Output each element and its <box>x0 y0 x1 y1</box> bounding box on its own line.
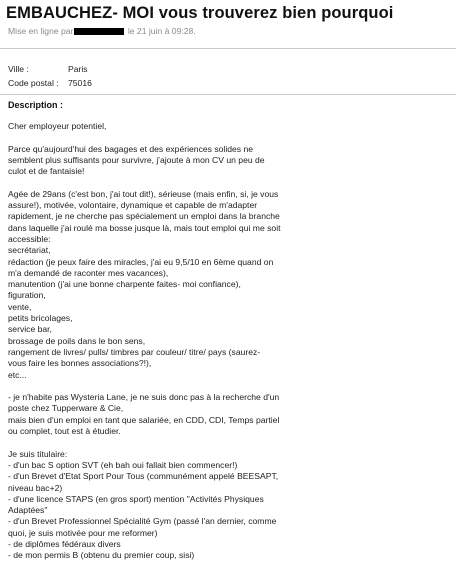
description-line: Parce qu'aujourd'hui des bagages et des expériences solides ne <box>8 143 254 154</box>
paragraph-gap <box>8 132 328 143</box>
postal-code-label: Code postal : <box>8 78 59 88</box>
description-line: - d'un Brevet Professionnel Spécialité Gym (passé l'an dernier, comme <box>8 516 277 527</box>
description-label: Description : <box>8 100 64 110</box>
postal-code-row <box>8 78 92 88</box>
description-line: - je n'habite pas Wysteria Lane, je ne suis donc pas à la recherche d'un <box>8 392 280 403</box>
city-value: Paris <box>68 64 88 74</box>
description-line: - d'un Brevet d'Etat Sport Pour Tous (communément appelé BEESAPT, <box>8 471 279 482</box>
description-line: figuration, <box>8 290 46 301</box>
description-line: accessible: <box>8 233 51 244</box>
description-line: vente, <box>8 301 32 312</box>
description-line: Agée de 29ans (c'est bon, j'ai tout dit!), sérieuse (mais enfin, si, je vous <box>8 188 279 199</box>
description-line: etc... <box>8 369 27 380</box>
description-line: service bar, <box>8 324 52 335</box>
description-line: ou complet, tout est à étudier. <box>8 426 121 437</box>
description-line: - d'un bac S option SVT (eh bah oui fallait bien commencer!) <box>8 459 238 470</box>
description-line: mais bien d'un emploi en tant que salariée, en CDD, CDI, Temps partiel <box>8 414 280 425</box>
divider-top <box>0 48 456 49</box>
description-line: dans laquelle j'ai roulé ma bosse jusque là, mais tout emploi qui me soit <box>8 222 281 233</box>
city-label: Ville : <box>8 64 29 74</box>
description-line: semblent plus suffisants pour survivre, j'ajoute à mon CV un peu de <box>8 154 265 165</box>
description-line: - de diplômes fédéraux divers <box>8 538 121 549</box>
description-line: rangement de livres/ pulls/ timbres par couleur/ titre/ pays (saurez- <box>8 346 261 357</box>
postal-code-value: 75016 <box>68 78 92 88</box>
description-line: assure!), motivée, volontaire, dynamique et capable de m'adapter <box>8 200 258 211</box>
ad-title: EMBAUCHEZ- MOI vous trouverez bien pourquoi <box>6 4 394 22</box>
city-row <box>8 64 88 74</box>
description-line: quoi, je suis motivée pour me reformer) <box>8 527 158 538</box>
description-line: brossage de poils dans le bon sens, <box>8 335 146 346</box>
description-body <box>8 121 328 562</box>
redacted-username <box>74 28 124 35</box>
divider-middle <box>0 94 456 95</box>
description-line: m'a demandé de raconter mes vacances), <box>8 267 169 278</box>
description-line: Je suis titulaire: <box>8 448 68 459</box>
description-line: niveau bac+2) <box>8 482 63 493</box>
description-line: petits bricolages, <box>8 313 73 324</box>
description-line: poste chez Tupperware & Cie, <box>8 403 124 414</box>
paragraph-gap <box>8 437 328 448</box>
description-line: Cher employeur potentiel, <box>8 121 107 131</box>
description-line: culot et de fantaisie! <box>8 166 85 177</box>
paragraph-gap <box>8 381 328 392</box>
description-line: vous faire les bonnes associations?!), <box>8 358 152 369</box>
description-line: Adaptées" <box>8 505 48 516</box>
meta-prefix: Mise en ligne par <box>8 26 74 36</box>
description-line: - de mon permis B (obtenu du premier coup, sisi) <box>8 550 195 561</box>
description-line: rapidement, je ne cherche pas spécialement un emploi dans la branche <box>8 211 280 222</box>
paragraph-gap <box>8 177 328 188</box>
meta-date: le 21 juin à 09:28. <box>127 26 196 36</box>
description-line: - d'une licence STAPS (en gros sport) mention "Activités Physiques <box>8 493 264 504</box>
description-line: secrétariat, <box>8 245 51 256</box>
description-line: rédaction (je peux faire des miracles, j'ai eu 9,5/10 en 6ème quand on <box>8 256 274 267</box>
posted-by-meta <box>8 26 196 36</box>
description-line: manutention (j'ai une bonne charpente faites- moi confiance), <box>8 279 241 290</box>
